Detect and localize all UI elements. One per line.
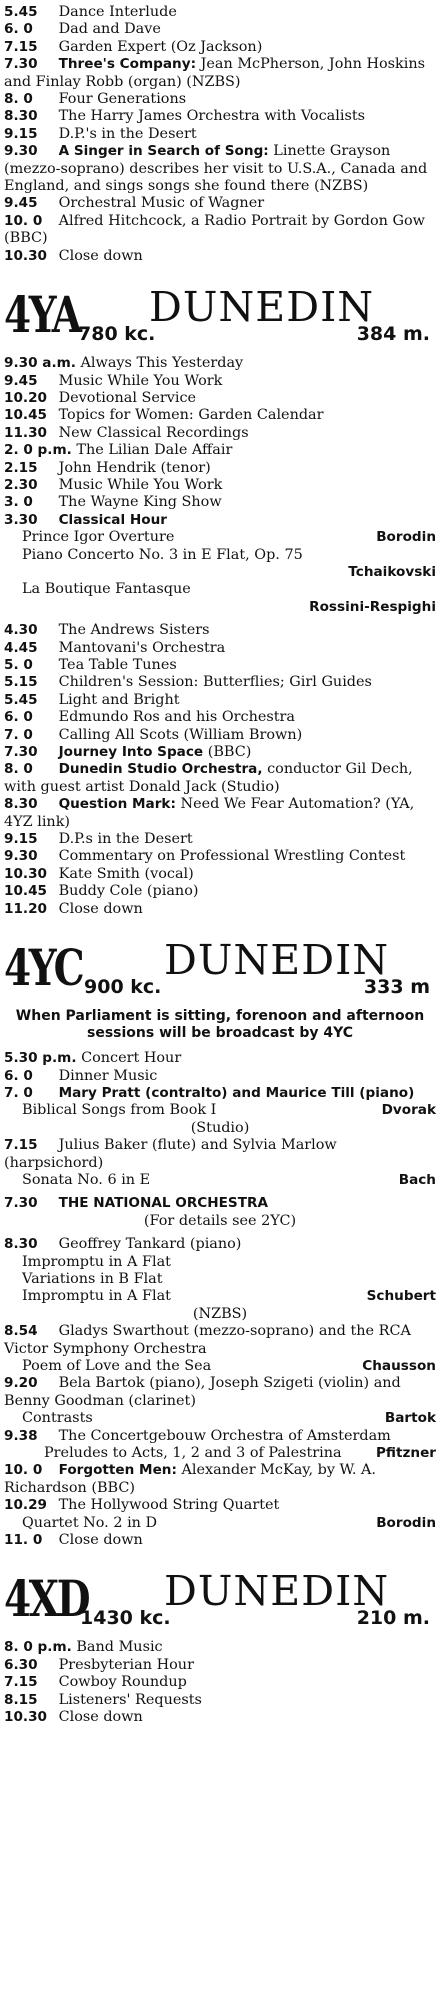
programme-description: Music While You Work [58, 372, 223, 389]
programme-description: Close down [58, 1709, 143, 1726]
programme-entry [4, 866, 436, 883]
composer: Dvorak [381, 1102, 436, 1119]
programme-entry: 9.20 Bela Bartok (piano), Joseph Szigeti (violin) and Benny Goodman (clarinet) [4, 1375, 401, 1409]
programme-description: Cowboy Roundup [58, 1674, 187, 1691]
4ya-listing-afternoon-evening [4, 622, 436, 918]
programme-time: 10.20 [4, 389, 47, 406]
programme-entry: 8.54 Gladys Swarthout (mezzo-soprano) and the RCA Victor Symphony Orchestra [4, 1323, 411, 1357]
programme-description: conductor Gil Dech, with guest artist Donald Jack (Studio) [4, 761, 413, 795]
station-call-sign: 4YC [4, 938, 83, 998]
programme-time: 4.30 [4, 622, 38, 639]
programme-description: Listeners' Requests [58, 1691, 202, 1708]
note-line: (Studio) [190, 1119, 250, 1136]
programme-time: 11.20 [4, 900, 47, 917]
programme-entry [4, 622, 436, 639]
programme-time: 10. 0 [4, 212, 43, 229]
programme-entry: 8.30 Geoffrey Tankard (piano) [4, 1236, 242, 1253]
work-line: Quartet No. 2 in D Borodin [22, 1514, 436, 1531]
programme-entry [4, 195, 436, 212]
programme-description: Band Music [76, 1639, 163, 1656]
programme-description: The Lilian Dale Affair [76, 442, 233, 459]
work-line: Sonata No. 6 in E Bach [22, 1171, 436, 1188]
programme-entry: 10. 0 Forgotten Men: Alexander McKay, by W. A. Richardson (BBC) [4, 1462, 376, 1496]
composer: Rossini-Respighi [309, 598, 436, 615]
work-line: Impromptu in A Flat Schubert [22, 1288, 436, 1305]
programme-entry [4, 640, 436, 657]
programme-description: Garden Expert (Oz Jackson) [58, 38, 263, 55]
station-frequency: 1430 kc. [80, 1607, 171, 1630]
programme-entry: 7. 0 Mary Pratt (contralto) and Maurice Till (piano) [4, 1084, 415, 1101]
programme-time: 10.45 [4, 883, 47, 900]
composer: Bach [398, 1171, 436, 1188]
programme-time: 8.30 [4, 796, 38, 813]
programme-time: 2. 0 p.m. [4, 442, 72, 459]
station-header-4ya [4, 283, 436, 349]
station-frequency: 900 kc. [84, 976, 162, 999]
programme-description: Orchestral Music of Wagner [58, 195, 265, 212]
programme-description: Dad and Dave [58, 21, 161, 38]
composer: Pfitzner [375, 1445, 436, 1462]
programme-description: Tea Table Tunes [58, 657, 177, 673]
station-city: DUNEDIN [149, 283, 375, 332]
programme-time: 2.15 [4, 459, 38, 476]
programme-entry [4, 709, 436, 726]
programme-entry: 7.15 Julius Baker (flute) and Sylvia Marlow (harpsichord) [4, 1137, 337, 1171]
work-line: Piano Concerto No. 3 in E Flat, Op. 75 [22, 546, 303, 563]
programme-description: Alfred Hitchcock, a Radio Portrait by Gordon Gow (BBC) [4, 212, 425, 247]
programme-time: 6. 0 [4, 709, 33, 726]
composer: Borodin [376, 1514, 436, 1531]
station-frequency: 780 kc. [78, 323, 156, 346]
programme-time: 6.30 [4, 1656, 38, 1673]
programme-time: 7. 0 [4, 726, 33, 743]
programme-entry [4, 213, 436, 248]
programme-entry [4, 1639, 436, 1656]
composer: Tchaikovski [348, 563, 436, 580]
station-wavelength: 333 m [363, 976, 430, 999]
programme-description: Mantovani's Orchestra [58, 639, 226, 656]
programme-entry [4, 460, 436, 477]
programme-description: The Wayne King Show [58, 494, 222, 511]
4ya-listing-morning [4, 355, 436, 512]
programme-entry [4, 692, 436, 709]
programme-entry [4, 373, 436, 390]
programme-entry [4, 91, 436, 108]
programme-time: 8. 0 [4, 91, 33, 108]
work-line: La Boutique Fantasque [22, 581, 191, 598]
programme-time: 9.45 [4, 195, 38, 212]
previous-station-listing [4, 4, 436, 265]
programme-title: Dunedin Studio Orchestra, [58, 761, 263, 778]
programme-description: Four Generations [58, 91, 187, 108]
programme-title: Journey Into Space [58, 744, 204, 761]
programme-entry [4, 744, 436, 761]
programme-entry [4, 21, 436, 38]
programme-description: Close down [58, 247, 143, 264]
programme-entry: 5.30 p.m. Concert Hour [4, 1050, 182, 1067]
programme-description: D.P.'s in the Desert [58, 125, 197, 142]
programme-entry: 6. 0 Dinner Music [4, 1067, 158, 1084]
programme-time: 9.30 [4, 143, 38, 160]
station-call-sign: 4YA [4, 285, 80, 345]
programme-entry [4, 390, 436, 407]
programme-entry [4, 796, 436, 831]
programme-entry [4, 143, 436, 195]
programme-description: Linette Grayson (mezzo-soprano) describes her visit to U.S.A., Canada and England, and sings songs she found there (NZBS) [4, 143, 428, 195]
programme-entry [4, 39, 436, 56]
programme-description: Close down [58, 900, 143, 917]
programme-description: Always This Yesterday [80, 355, 244, 372]
station-header-4yc [4, 936, 436, 1002]
programme-entry: 9.38 The Concertgebouw Orchestra of Amsterdam [4, 1427, 391, 1444]
station-wavelength: 384 m. [356, 323, 430, 346]
programme-description: Need We Fear Automation? (YA, 4YZ link) [4, 796, 415, 830]
work-line: Poem of Love and the Sea Chausson [22, 1358, 436, 1374]
programme-time: 9.15 [4, 125, 38, 142]
work-line: Prince Igor Overture Borodin [22, 529, 436, 546]
programme-entry [4, 883, 436, 900]
programme-entry [4, 674, 436, 691]
programme-entry [4, 248, 436, 265]
work-line: Contrasts Bartok [22, 1410, 436, 1427]
programme-description: Light and Bright [58, 691, 180, 708]
programme-entry [4, 355, 436, 372]
programme-time: 8.30 [4, 108, 38, 125]
programme-time: 7.15 [4, 1674, 38, 1691]
composer: Bartok [384, 1410, 436, 1427]
programme-time: 9.45 [4, 372, 38, 389]
programme-time: 5.45 [4, 4, 38, 20]
programme-entry [4, 407, 436, 424]
station-header-4xd [4, 1567, 436, 1633]
programme-description: Buddy Cole (piano) [58, 883, 199, 900]
programme-entry: 3.30 Classical Hour [4, 511, 167, 528]
programme-time: 5. 0 [4, 657, 33, 673]
station-wavelength: 210 m. [356, 1607, 430, 1630]
programme-entry: 10.29 The Hollywood String Quartet [4, 1497, 280, 1514]
programme-entry [4, 657, 436, 674]
programme-entry [4, 1709, 436, 1726]
programme-entry [4, 848, 436, 865]
programme-time: 7.30 [4, 744, 38, 761]
programme-title: Three's Company: [58, 56, 197, 73]
note-line: (For details see 2YC) [143, 1212, 297, 1229]
programme-description: Topics for Women: Garden Calendar [58, 407, 324, 424]
composer: Schubert [366, 1288, 436, 1305]
programme-entry [4, 56, 436, 91]
programme-time: 9.30 [4, 848, 38, 865]
programme-entry [4, 1674, 436, 1691]
programme-description: Music While You Work [58, 476, 223, 493]
programme-entry: 7.30 THE NATIONAL ORCHESTRA [4, 1195, 268, 1212]
programme-entry [4, 901, 436, 918]
programme-description: Children's Session: Butterflies; Girl Guides [58, 674, 372, 691]
programme-time: 9.30 a.m. [4, 355, 76, 372]
programme-time: 8.15 [4, 1691, 38, 1708]
programme-description: Presbyterian Hour [58, 1656, 194, 1673]
programme-description: Commentary on Professional Wrestling Contest [58, 848, 406, 865]
programme-entry: 11. 0 Close down [4, 1532, 143, 1549]
programme-title: Question Mark: [58, 796, 176, 813]
composer: Chausson [362, 1358, 436, 1374]
programme-time: 9.15 [4, 831, 38, 848]
programme-entry [4, 4, 436, 21]
programme-description: Dance Interlude [58, 4, 177, 20]
programme-description: The Harry James Orchestra with Vocalists [58, 108, 365, 125]
programme-time: 8. 0 p.m. [4, 1639, 72, 1656]
note-line: (NZBS) [192, 1305, 248, 1322]
programme-description: New Classical Recordings [58, 424, 249, 441]
programme-time: 10.30 [4, 247, 47, 264]
work-line: Variations in B Flat [22, 1270, 163, 1287]
programme-time: 2.30 [4, 476, 38, 493]
programme-time: 10.45 [4, 407, 47, 424]
composer-line [4, 564, 436, 581]
programme-time: 7.15 [4, 38, 38, 55]
programme-entry [4, 761, 436, 796]
programme-entry [4, 425, 436, 442]
parliament-notice: When Parliament is sitting, forenoon and afternoon sessions will be broadcast by 4YC [15, 1008, 425, 1042]
programme-description: Edmundo Ros and his Orchestra [58, 709, 295, 726]
station-city: DUNEDIN [164, 1567, 390, 1616]
programme-time: 10.30 [4, 865, 47, 882]
programme-entry [4, 442, 436, 459]
4xd-listing [4, 1639, 436, 1726]
station-call-sign: 4XD [4, 1569, 89, 1629]
composer-line [4, 599, 436, 616]
programme-time: 10.30 [4, 1709, 47, 1726]
programme-description: Calling All Scots (William Brown) [58, 726, 303, 743]
programme-entry [4, 126, 436, 143]
programme-time: 4.45 [4, 639, 38, 656]
programme-time: 8. 0 [4, 761, 33, 778]
programme-title: A Singer in Search of Song: [58, 143, 269, 160]
programme-description: The Andrews Sisters [58, 622, 210, 639]
programme-entry [4, 477, 436, 494]
programme-time: 5.45 [4, 691, 38, 708]
work-line: Biblical Songs from Book I Dvorak [22, 1102, 436, 1119]
programme-entry [4, 727, 436, 744]
programme-time: 5.15 [4, 674, 38, 691]
programme-time: 7.30 [4, 56, 38, 73]
programme-description: Kate Smith (vocal) [58, 865, 194, 882]
composer: Borodin [376, 529, 436, 546]
programme-description: Devotional Service [58, 389, 197, 406]
programme-description: Jean McPherson, John Hoskins and Finlay Robb (organ) (NZBS) [4, 56, 426, 90]
programme-entry [4, 1657, 436, 1674]
programme-entry [4, 1692, 436, 1709]
programme-entry [4, 831, 436, 848]
station-city: DUNEDIN [164, 936, 390, 985]
work-line: Impromptu in A Flat [22, 1253, 171, 1270]
programme-description: D.P.s in the Desert [58, 831, 193, 848]
programme-time: 11.30 [4, 424, 47, 441]
programme-description: (BBC) [203, 744, 252, 761]
programme-description: John Hendrik (tenor) [58, 459, 211, 476]
work-line: Preludes to Acts, 1, 2 and 3 of Palestrina Pfitzner [44, 1445, 436, 1462]
programme-time: 3. 0 [4, 494, 33, 511]
programme-time: 6. 0 [4, 21, 33, 38]
programme-entry [4, 108, 436, 125]
programme-entry [4, 494, 436, 511]
